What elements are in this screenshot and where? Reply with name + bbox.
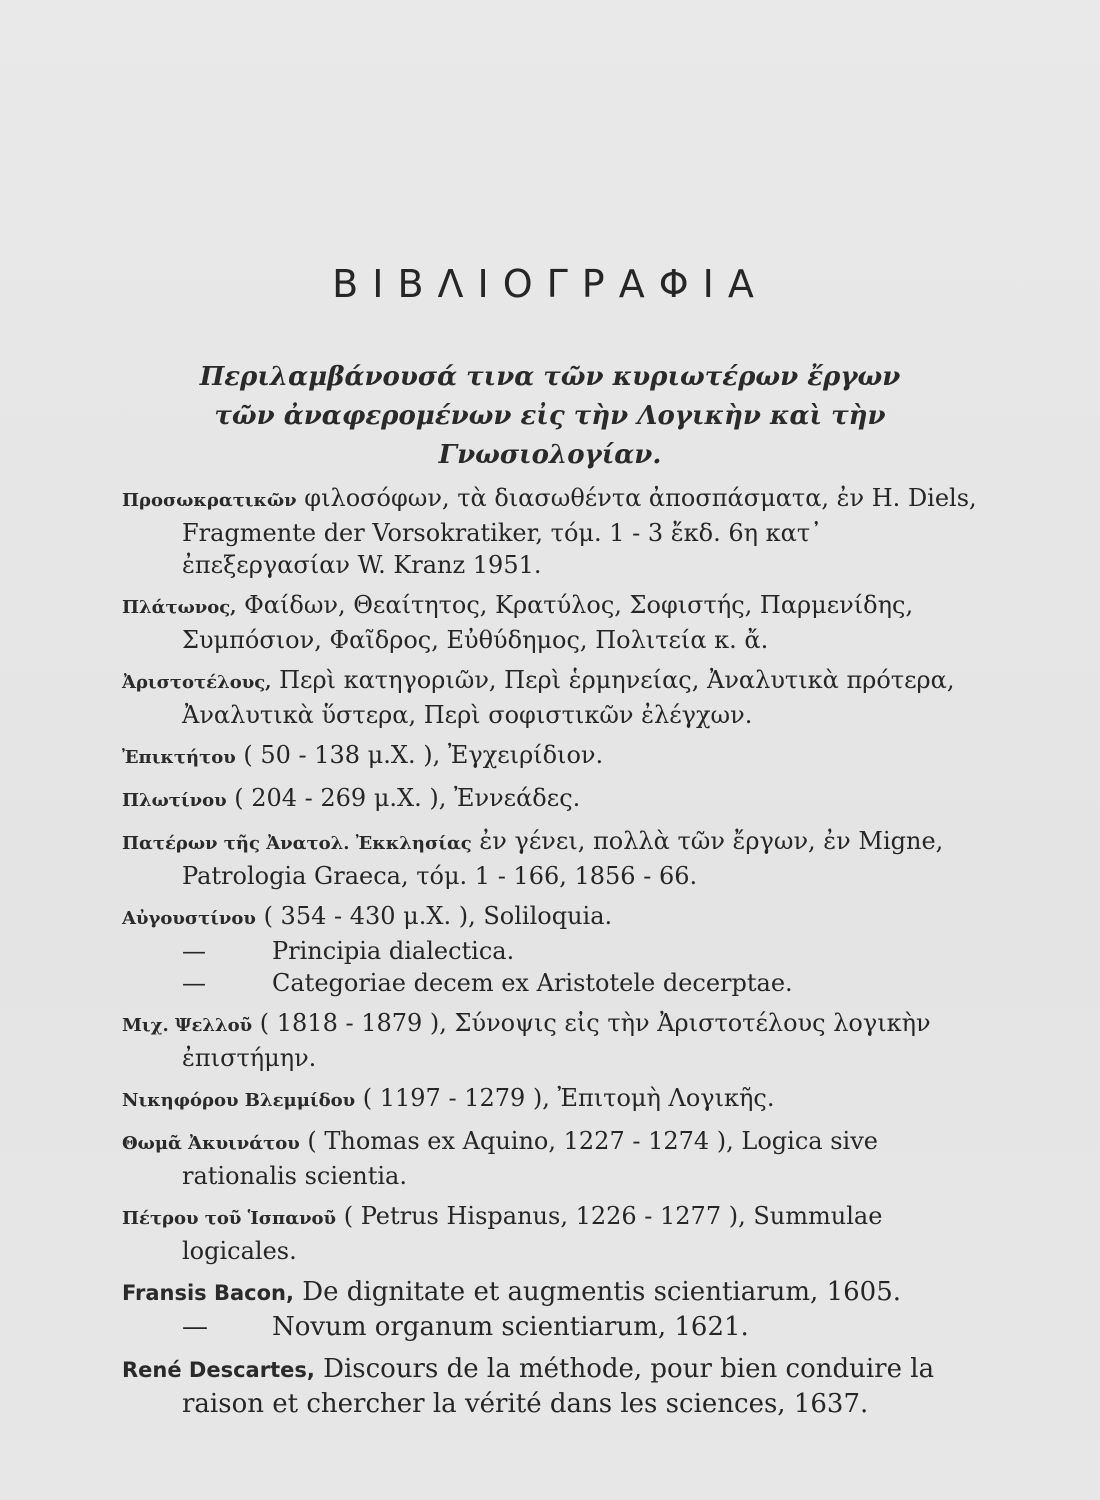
entry-text: Discours de la méthode, pour bien conduire la raison et chercher la vérité dans les sciences, 1637.	[182, 1354, 935, 1419]
entry-text: De dignitate et augmentis scientiarum, 1605.	[302, 1277, 901, 1307]
subtitle-line-1: Περιλαμβάνουσά τινα τῶν κυριωτέρων ἔργων	[199, 362, 901, 392]
entry-author: Πέτρου τοῦ Ἱσπανοῦ	[122, 1208, 337, 1229]
bibliography-entry	[122, 1007, 977, 1074]
ditto-dash: —	[182, 937, 206, 965]
entry-author: Πλωτίνου	[122, 790, 227, 811]
bibliography-entry	[122, 1275, 977, 1344]
entry-text: ( Petrus Hispanus, 1226 - 1277 ), Summulae logicales.	[182, 1202, 883, 1265]
bibliography-entry	[122, 900, 977, 999]
entry-author: Μιχ. Ψελλοῦ	[122, 1015, 253, 1036]
bibliography-entry	[122, 825, 977, 892]
entry-text: Φαίδων, Θεαίτητος, Κρατύλος, Σοφιστής, Παρμενίδης, Συμπόσιον, Φαῖδρος, Εὐθύδημος, Πολιτεία κ. ἄ.	[182, 591, 914, 654]
entry-author: Θωμᾶ Ἀκυινάτου	[122, 1133, 300, 1154]
bibliography-entry	[122, 1125, 977, 1192]
subtitle-line-2: τῶν ἀναφερομένων εἰς τὴν Λογικὴν καὶ τὴν Γνωσιολογίαν.	[214, 401, 886, 470]
entry-author: Πλάτωνος,	[122, 597, 237, 618]
bibliography-entry	[122, 1082, 977, 1117]
subtitle	[110, 358, 990, 475]
entry-text: ( 50 - 138 μ.Χ. ), Ἐγχειρίδιον.	[243, 741, 604, 769]
page-title: ΒΙΒΛΙΟΓΡΑΦΙΑ	[332, 262, 768, 306]
bibliography-entry	[122, 589, 977, 656]
entry-sub-item: — Principia dialectica.	[182, 937, 515, 965]
bibliography-list	[122, 482, 977, 1429]
entry-text: ( 204 - 269 μ.Χ. ), Ἐννεάδες.	[234, 784, 581, 812]
entry-author: René Descartes,	[122, 1358, 315, 1382]
bibliography-entry	[122, 1352, 977, 1421]
entry-text: ἐν γένει, πολλὰ τῶν ἔργων, ἐν Migne, Patrologia Graeca, τόμ. 1 - 166, 1856 - 66.	[182, 827, 944, 890]
entry-text: φιλοσόφων, τὰ διασωθέντα ἀποσπάσματα, ἐν H. Diels, Fragmente der Vorsokratiker, τόμ. 1 - 3 ἔκδ. 6η κατ᾽ ἐπεξεργασίαν W. Kranz 1951.	[182, 484, 977, 579]
entry-author: Ἐπικτήτου	[122, 747, 236, 768]
ditto-dash: —	[182, 969, 206, 997]
entry-author: Νικηφόρου Βλεμμίδου	[122, 1090, 356, 1111]
bibliography-entry	[122, 664, 977, 731]
entry-author: Προσωκρατικῶν	[122, 490, 297, 511]
entry-text: ( 1818 - 1879 ), Σύνοψις εἰς τὴν Ἀριστοτέλους λογικὴν ἐπιστήμην.	[182, 1009, 931, 1072]
entry-text: Περὶ κατηγοριῶν, Περὶ ἑρμηνείας, Ἀναλυτικὰ πρότερα, Ἀναλυτικὰ ὕστερα, Περὶ σοφιστικῶν ἐλέγχων.	[182, 666, 955, 729]
entry-text: ( Thomas ex Aquino, 1227 - 1274 ), Logica sive rationalis scientia.	[182, 1127, 878, 1190]
entry-author: Fransis Bacon,	[122, 1281, 294, 1305]
entry-author: Ἀριστοτέλους,	[122, 672, 272, 693]
entry-author: Πατέρων τῆς Ἀνατολ. Ἐκκλησίας	[122, 833, 472, 854]
bibliography-entry	[122, 482, 977, 581]
bibliography-entry	[122, 782, 977, 817]
entry-sub-item: — Categoriae decem ex Aristotele decerptae.	[182, 969, 793, 997]
entry-text: ( 354 - 430 μ.Χ. ), Soliloquia.	[263, 902, 613, 930]
entry-author: Αὐγουστίνου	[122, 908, 256, 929]
bibliography-entry	[122, 739, 977, 774]
bibliography-entry	[122, 1200, 977, 1267]
entry-sub-item: — Novum organum scientiarum, 1621.	[182, 1312, 749, 1342]
ditto-dash: —	[182, 1312, 208, 1342]
entry-text: ( 1197 - 1279 ), Ἐπιτομὴ Λογικῆς.	[362, 1084, 775, 1112]
